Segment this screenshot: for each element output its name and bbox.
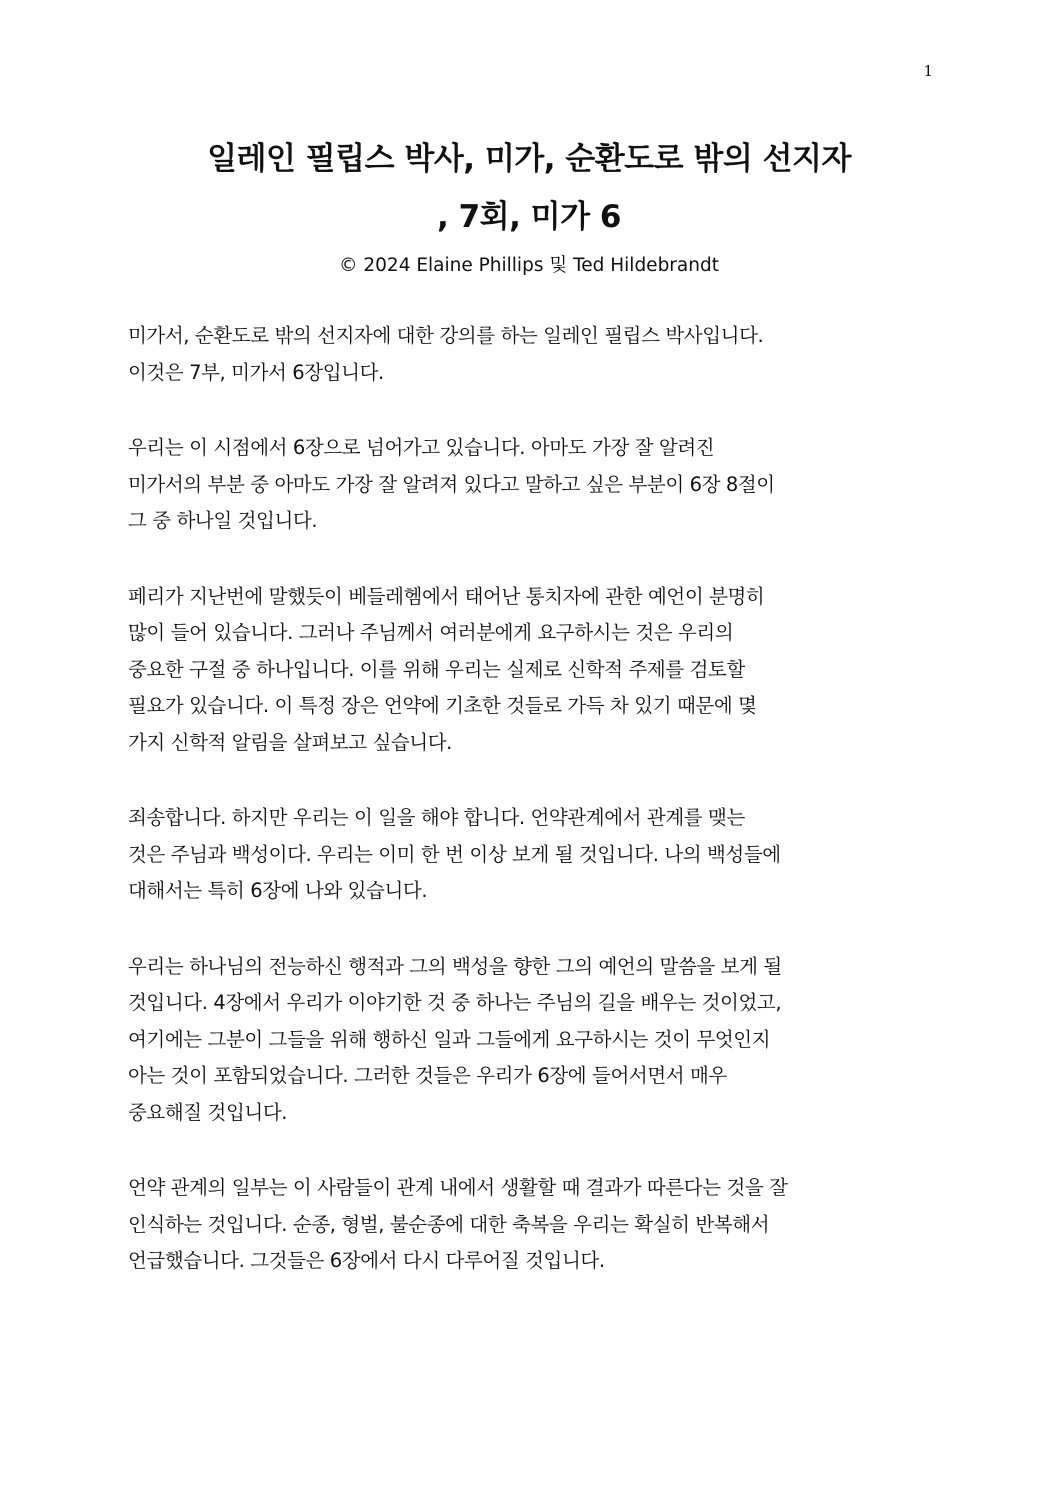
text-line: 것입니다. 4장에서 우리가 이야기한 것 중 하나는 주님의 길을 배우는 것이었고, <box>128 991 782 1014</box>
text-line: 이것은 7부, 미가서 6장입니다. <box>128 360 384 384</box>
text-line: 중요한 구절 중 하나입니다. 이를 위해 우리는 실제로 신학적 주제를 검토할 <box>128 657 745 681</box>
text-line: 많이 들어 있습니다. 그러나 주님께서 여러분에게 요구하시는 것은 우리의 <box>128 621 734 644</box>
text-line: 우리는 하나님의 전능하신 행적과 그의 백성을 향한 그의 예언의 말씀을 보게 될 <box>128 954 782 978</box>
page-number: 1 <box>923 62 933 80</box>
text-line: 여기에는 그분이 그들을 위해 행하신 일과 그들에게 요구하시는 것이 무엇인지 <box>128 1027 771 1051</box>
text-line: 미가서의 부분 중 아마도 가장 잘 알려져 있다고 말하고 싶은 부분이 6장 8절이 <box>128 472 775 496</box>
text-line: 아는 것이 포함되었습니다. 그러한 것들은 우리가 6장에 들어서면서 매우 <box>128 1064 727 1087</box>
paragraph <box>128 579 928 762</box>
title-line-2: , 7회, 미가 6 <box>437 199 621 235</box>
title-line-1: 일레인 필립스 박사, 미가, 순환도로 밖의 선지자 <box>207 141 851 177</box>
paragraph <box>128 800 928 910</box>
text-line: 미가서, 순환도로 밖의 선지자에 대한 강의를 하는 일레인 필립스 박사입니다. <box>128 324 764 347</box>
paragraph <box>128 1170 928 1280</box>
text-line: 우리는 이 시점에서 6장으로 넘어가고 있습니다. 아마도 가장 잘 알려진 <box>128 436 715 459</box>
text-line: 가지 신학적 알림을 살펴보고 싶습니다. <box>128 730 452 754</box>
paragraph <box>128 949 928 1132</box>
text-line: 필요가 있습니다. 이 특정 장은 언약에 기초한 것들로 가득 차 있기 때문에 몇 <box>128 694 757 717</box>
text-line: 것은 주님과 백성이다. 우리는 이미 한 번 이상 보게 될 것입니다. 나의 백성들에 <box>128 842 781 866</box>
text-line: 중요해질 것입니다. <box>128 1100 288 1124</box>
text-line: 언약 관계의 일부는 이 사람들이 관계 내에서 생활할 때 결과가 따른다는 것을 잘 <box>128 1176 788 1199</box>
title-block <box>0 130 1058 280</box>
text-line: 죄송합니다. 하지만 우리는 이 일을 해야 합니다. 언약관계에서 관계를 맺는 <box>128 806 745 829</box>
text-line: 언급했습니다. 그것들은 6장에서 다시 다루어질 것입니다. <box>128 1249 605 1272</box>
text-line: 대해서는 특히 6장에 나와 있습니다. <box>128 879 428 902</box>
text-line: 인식하는 것입니다. 순종, 형벌, 불순종에 대한 축복을 우리는 확실히 반복해서 <box>128 1212 770 1236</box>
text-line: 그 중 하나일 것입니다. <box>128 509 318 532</box>
document-body <box>128 318 928 1319</box>
paragraph <box>128 430 928 540</box>
copyright-notice: © 2024 Elaine Phillips 및 Ted Hildebrandt <box>339 255 719 276</box>
paragraph <box>128 318 928 391</box>
text-line: 페리가 지난번에 말했듯이 베들레헴에서 태어난 통치자에 관한 예언이 분명히 <box>128 584 765 608</box>
